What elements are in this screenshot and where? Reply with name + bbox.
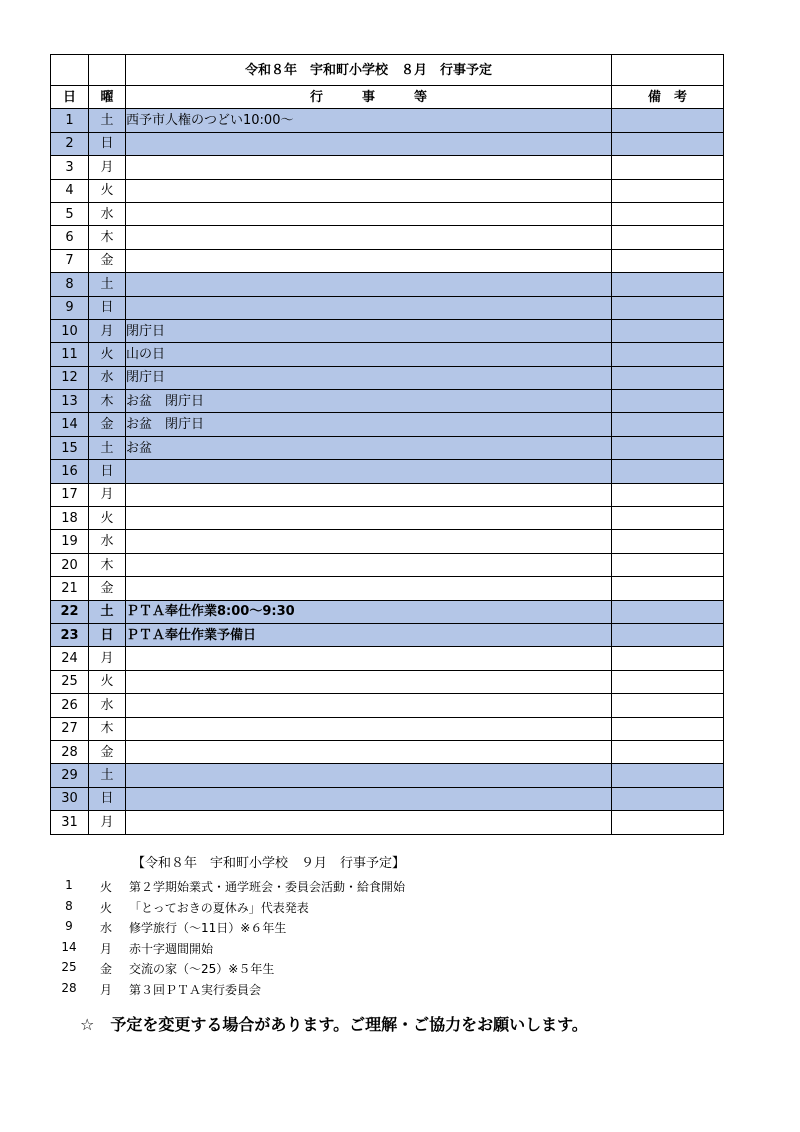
weekday-cell: 金	[89, 413, 126, 436]
day-cell: 24	[51, 647, 89, 670]
day-cell: 1	[51, 109, 89, 132]
table-row	[51, 460, 724, 483]
day-cell: 20	[51, 553, 89, 576]
event-cell	[126, 694, 612, 717]
weekday-cell: 火	[89, 179, 126, 202]
list-item	[0, 960, 800, 980]
table-row	[51, 694, 724, 717]
day-cell: 18	[51, 507, 89, 530]
list-item-weekday: 月	[100, 941, 113, 956]
list-item-text: 修学旅行（～11日）※６年生	[129, 921, 287, 936]
note-cell	[612, 366, 724, 389]
weekday-cell: 月	[89, 647, 126, 670]
weekday-cell: 月	[89, 811, 126, 834]
note-cell	[612, 226, 724, 249]
list-item-day: 1	[65, 878, 73, 892]
event-cell: ＰＴＡ奉仕作業8:00～9:30	[126, 600, 612, 623]
day-cell: 29	[51, 764, 89, 787]
table-row	[51, 483, 724, 506]
event-cell	[126, 647, 612, 670]
note-cell	[612, 109, 724, 132]
list-item-day: 25	[61, 960, 77, 975]
header-day: 日	[51, 86, 89, 109]
weekday-cell: 土	[89, 273, 126, 296]
next-month-title: 【令和８年 宇和町小学校 ９月 行事予定】	[132, 856, 406, 871]
weekday-cell: 火	[89, 507, 126, 530]
note-cell	[612, 273, 724, 296]
weekday-cell: 土	[89, 600, 126, 623]
weekday-cell: 水	[89, 202, 126, 225]
note-cell	[612, 413, 724, 436]
table-row	[51, 366, 724, 389]
list-item-weekday: 火	[100, 880, 113, 894]
title-blank-cell	[612, 55, 724, 86]
day-cell: 12	[51, 366, 89, 389]
weekday-cell: 金	[89, 740, 126, 763]
weekday-cell: 火	[89, 670, 126, 693]
event-cell: お盆	[126, 436, 612, 459]
weekday-cell: 日	[89, 623, 126, 646]
note-cell	[612, 811, 724, 834]
day-cell: 4	[51, 179, 89, 202]
day-cell: 25	[51, 670, 89, 693]
weekday-cell: 金	[89, 577, 126, 600]
event-cell	[126, 226, 612, 249]
table-row	[51, 670, 724, 693]
event-cell: 閉庁日	[126, 366, 612, 389]
day-cell: 9	[51, 296, 89, 319]
table-row	[51, 202, 724, 225]
weekday-cell: 土	[89, 109, 126, 132]
event-cell	[126, 670, 612, 693]
list-item	[0, 981, 800, 1001]
day-cell: 17	[51, 483, 89, 506]
note-cell	[612, 530, 724, 553]
weekday-cell: 土	[89, 764, 126, 787]
note-cell	[612, 390, 724, 413]
note-cell	[612, 717, 724, 740]
header-event: 行 事 等	[126, 86, 612, 109]
event-cell: ＰＴＡ奉仕作業予備日	[126, 623, 612, 646]
event-cell	[126, 717, 612, 740]
event-cell	[126, 156, 612, 179]
table-row	[51, 717, 724, 740]
weekday-cell: 土	[89, 436, 126, 459]
weekday-cell: 月	[89, 156, 126, 179]
title-blank-cell	[51, 55, 89, 86]
day-cell: 2	[51, 132, 89, 155]
note-cell	[612, 764, 724, 787]
header-note: 備 考	[612, 86, 724, 109]
event-cell: 西予市人権のつどい10:00～	[126, 109, 612, 132]
day-cell: 14	[51, 413, 89, 436]
table-row	[51, 530, 724, 553]
day-cell: 7	[51, 249, 89, 272]
weekday-cell: 月	[89, 319, 126, 342]
table-row	[51, 249, 724, 272]
list-item-day: 28	[61, 981, 77, 995]
day-cell: 16	[51, 460, 89, 483]
event-cell: お盆 閉庁日	[126, 413, 612, 436]
list-item-weekday: 月	[100, 983, 113, 997]
list-item-text: 「とっておきの夏休み」代表発表	[129, 900, 309, 915]
list-item-weekday: 金	[100, 962, 113, 977]
weekday-cell: 火	[89, 343, 126, 366]
table-row	[51, 740, 724, 763]
list-item-day: 14	[61, 939, 77, 954]
weekday-cell: 水	[89, 694, 126, 717]
note-cell	[612, 483, 724, 506]
note-cell	[612, 507, 724, 530]
list-item	[0, 940, 800, 960]
list-item-weekday: 水	[100, 921, 113, 936]
event-cell	[126, 460, 612, 483]
day-cell: 5	[51, 202, 89, 225]
event-cell: お盆 閉庁日	[126, 390, 612, 413]
note-cell	[612, 179, 724, 202]
day-cell: 22	[51, 600, 89, 623]
day-cell: 11	[51, 343, 89, 366]
table-row	[51, 577, 724, 600]
title-row	[51, 55, 724, 86]
header-row	[51, 86, 724, 109]
note-cell	[612, 694, 724, 717]
note-cell	[612, 647, 724, 670]
note-cell	[612, 787, 724, 810]
weekday-cell: 金	[89, 249, 126, 272]
table-row	[51, 507, 724, 530]
table-row	[51, 623, 724, 646]
list-item	[0, 919, 800, 939]
note-cell	[612, 436, 724, 459]
weekday-cell: 日	[89, 460, 126, 483]
day-cell: 8	[51, 273, 89, 296]
table-row	[51, 179, 724, 202]
list-item-day: 9	[65, 919, 73, 934]
day-cell: 30	[51, 787, 89, 810]
day-cell: 13	[51, 390, 89, 413]
event-cell: 閉庁日	[126, 319, 612, 342]
weekday-cell: 木	[89, 717, 126, 740]
event-cell	[126, 740, 612, 763]
table-row	[51, 273, 724, 296]
table-row	[51, 811, 724, 834]
table-row	[51, 109, 724, 132]
title-blank-cell	[89, 55, 126, 86]
weekday-cell: 木	[89, 226, 126, 249]
event-cell	[126, 296, 612, 319]
event-cell	[126, 811, 612, 834]
weekday-cell: 日	[89, 296, 126, 319]
note-cell	[612, 577, 724, 600]
event-cell	[126, 577, 612, 600]
day-cell: 10	[51, 319, 89, 342]
schedule-table	[50, 54, 724, 835]
weekday-cell: 木	[89, 553, 126, 576]
table-row	[51, 787, 724, 810]
table-row	[51, 319, 724, 342]
table-row	[51, 553, 724, 576]
day-cell: 26	[51, 694, 89, 717]
event-cell	[126, 202, 612, 225]
table-row	[51, 226, 724, 249]
notice-text: ☆ 予定を変更する場合があります。ご理解・ご協力をお願いします。	[80, 1015, 588, 1034]
note-cell	[612, 296, 724, 319]
note-cell	[612, 623, 724, 646]
weekday-cell: 水	[89, 366, 126, 389]
table-row	[51, 413, 724, 436]
day-cell: 28	[51, 740, 89, 763]
day-cell: 15	[51, 436, 89, 459]
day-cell: 6	[51, 226, 89, 249]
note-cell	[612, 319, 724, 342]
event-cell	[126, 530, 612, 553]
day-cell: 31	[51, 811, 89, 834]
table-row	[51, 296, 724, 319]
weekday-cell: 木	[89, 390, 126, 413]
header-weekday: 曜	[89, 86, 126, 109]
schedule-title: 令和８年 宇和町小学校 ８月 行事予定	[126, 55, 612, 86]
event-cell	[126, 764, 612, 787]
note-cell	[612, 202, 724, 225]
event-cell	[126, 249, 612, 272]
day-cell: 19	[51, 530, 89, 553]
note-cell	[612, 156, 724, 179]
day-cell: 21	[51, 577, 89, 600]
table-row	[51, 343, 724, 366]
event-cell	[126, 179, 612, 202]
event-cell	[126, 507, 612, 530]
list-item	[0, 878, 800, 898]
note-cell	[612, 670, 724, 693]
day-cell: 23	[51, 623, 89, 646]
table-row	[51, 390, 724, 413]
table-row	[51, 764, 724, 787]
note-cell	[612, 460, 724, 483]
event-cell: 山の日	[126, 343, 612, 366]
list-item-text: 交流の家（～25）※５年生	[129, 962, 275, 977]
note-cell	[612, 132, 724, 155]
weekday-cell: 日	[89, 787, 126, 810]
note-cell	[612, 249, 724, 272]
list-item-text: 第２学期始業式・通学班会・委員会活動・給食開始	[129, 880, 406, 894]
table-row	[51, 156, 724, 179]
event-cell	[126, 553, 612, 576]
table-row	[51, 132, 724, 155]
list-item-text: 第３回ＰＴＡ実行委員会	[129, 983, 262, 997]
list-item-day: 8	[65, 898, 73, 913]
event-cell	[126, 787, 612, 810]
list-item-text: 赤十字週間開始	[129, 941, 214, 956]
day-cell: 3	[51, 156, 89, 179]
list-item-weekday: 火	[100, 900, 113, 915]
table-row	[51, 647, 724, 670]
weekday-cell: 水	[89, 530, 126, 553]
day-cell: 27	[51, 717, 89, 740]
note-cell	[612, 600, 724, 623]
table-row	[51, 600, 724, 623]
event-cell	[126, 132, 612, 155]
note-cell	[612, 343, 724, 366]
weekday-cell: 月	[89, 483, 126, 506]
table-row	[51, 436, 724, 459]
note-cell	[612, 553, 724, 576]
note-cell	[612, 740, 724, 763]
event-cell	[126, 273, 612, 296]
event-cell	[126, 483, 612, 506]
list-item	[0, 899, 800, 919]
weekday-cell: 日	[89, 132, 126, 155]
